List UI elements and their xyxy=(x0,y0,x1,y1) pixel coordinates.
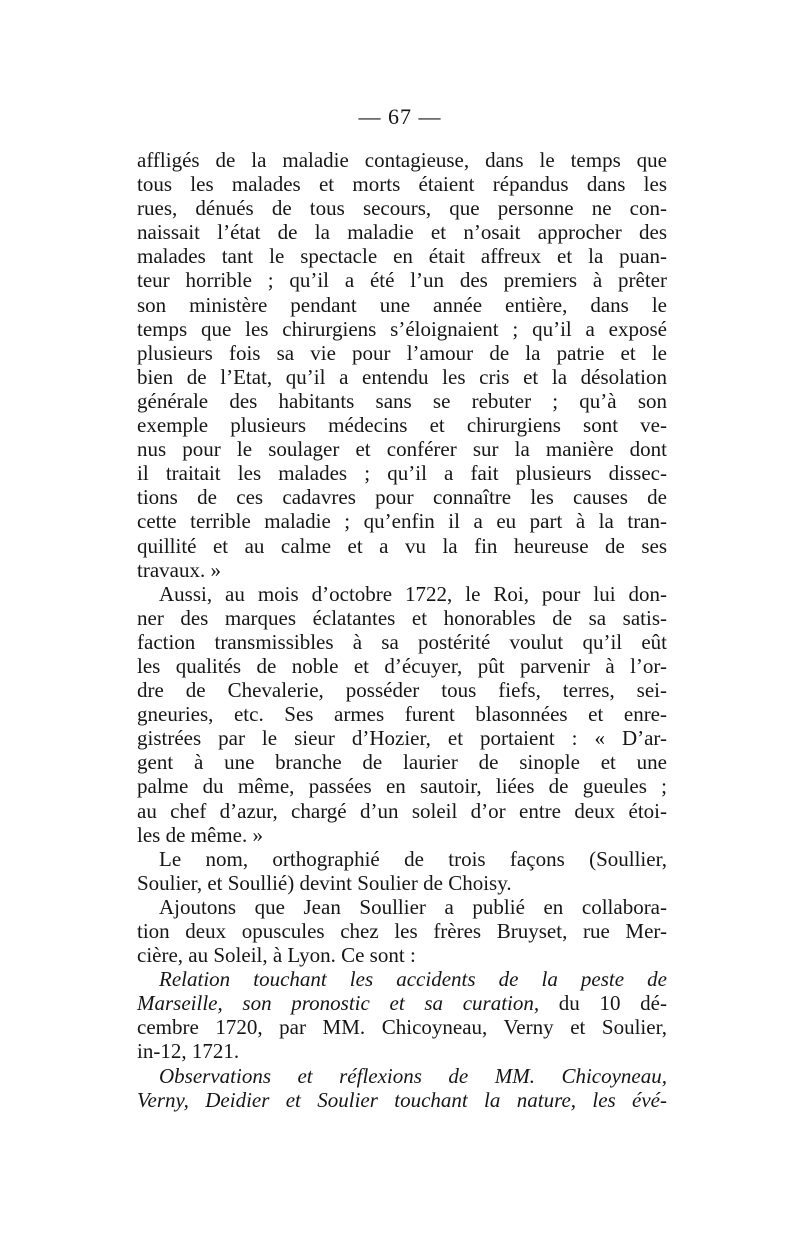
text-line: bien de l’Etat, qu’il a entendu les cris et la désolation xyxy=(137,364,667,389)
reference-line: cembre 1720, par MM. Chicoyneau, Verny et Soulier, xyxy=(137,1015,667,1040)
text-line: affligés de la maladie contagieuse, dans le temps que xyxy=(137,148,667,172)
text-line: il traitait les malades ; qu’il a fait plusieurs dissec- xyxy=(137,461,667,486)
reference-line xyxy=(137,991,667,1015)
reference-title-line: Relation touchant les accidents de la peste de xyxy=(159,967,667,992)
text-line: Ajoutons que Jean Soullier a publié en collabora- xyxy=(159,894,667,919)
text-line: tions de ces cadavres pour connaître les causes de xyxy=(137,485,667,510)
text-line: palme du même, passées en sautoir, liées de gueules ; xyxy=(137,774,667,799)
text-line: nus pour le soulager et conférer sur la manière dont xyxy=(137,437,667,462)
text-line: Le nom, orthographié de trois façons (Soullier, xyxy=(159,846,667,871)
text-line: faction transmissibles à sa postérité voulut qu’il eût xyxy=(137,629,667,654)
text-line: exemple plusieurs médecins et chirurgiens sont ve- xyxy=(137,413,667,438)
reference-observations xyxy=(137,1064,667,1112)
paragraph-2 xyxy=(137,582,667,847)
text-line: cière, au Soleil, à Lyon. Ce sont : xyxy=(137,943,416,968)
text-line: malades tant le spectacle en était affreux et la puan- xyxy=(137,244,667,269)
reference-title-line: Observations et réflexions de MM. Chicoyneau, xyxy=(159,1063,667,1088)
reference-line: in-12, 1721. xyxy=(137,1039,240,1064)
text-line: gneuries, etc. Ses armes furent blasonnées et enre- xyxy=(137,702,667,727)
text-line: au chef d’azur, chargé d’un soleil d’or entre deux étoi- xyxy=(137,798,667,823)
text-line: générale des habitants sans se rebuter ; qu’à son xyxy=(137,388,667,413)
paragraph-4 xyxy=(137,895,667,967)
text-line: quillité et au calme et a vu la fin heureuse de ses xyxy=(137,533,667,558)
text-line: gent à une branche de laurier de sinople et une xyxy=(137,750,667,775)
body-text xyxy=(137,148,667,1112)
text-line: tion deux opuscules chez les frères Bruyset, rue Mer- xyxy=(137,919,667,943)
reference-title-line: Verny, Deidier et Soulier touchant la nature, les évé- xyxy=(137,1087,667,1112)
text-line: plusieurs fois sa vie pour l’amour de la patrie et le xyxy=(137,340,667,365)
text-line: ner des marques éclatantes et honorables de sa satis- xyxy=(137,605,667,630)
text-line: son ministère pendant une année entière, dans le xyxy=(137,292,667,317)
text-line: naissait l’état de la maladie et n’osait approcher des xyxy=(137,220,667,245)
text-line: gistrées par le sieur d’Hozier, et portaient : « D’ar- xyxy=(137,726,667,751)
page-number: — 67 — xyxy=(358,104,442,129)
paragraph-1 xyxy=(137,148,667,582)
text-line: rues, dénués de tous secours, que personne ne con- xyxy=(137,196,667,221)
text-line: les qualités de noble et d’écuyer, pût parvenir à l’or- xyxy=(137,653,667,678)
reference-relation xyxy=(137,967,667,1063)
reference-date-part: du 10 dé- xyxy=(539,991,667,1016)
text-line: Soulier, et Soullié) devint Soulier de Choisy. xyxy=(137,870,512,895)
reference-title-part: Marseille, son pronostic et sa curation, xyxy=(137,991,540,1016)
text-line: cette terrible maladie ; qu’enfin il a eu part à la tran- xyxy=(137,509,667,534)
text-line: Aussi, au mois d’octobre 1722, le Roi, pour lui don- xyxy=(159,581,667,606)
text-line: les de même. » xyxy=(137,822,263,847)
text-line: teur horrible ; qu’il a été l’un des premiers à prêter xyxy=(137,268,667,293)
text-line: dre de Chevalerie, posséder tous fiefs, terres, sei- xyxy=(137,678,667,703)
text-line: temps que les chirurgiens s’éloignaient ; qu’il a exposé xyxy=(137,316,667,341)
text-line: tous les malades et morts étaient répandus dans les xyxy=(137,172,667,197)
text-line: travaux. » xyxy=(137,557,221,582)
paragraph-3 xyxy=(137,847,667,895)
